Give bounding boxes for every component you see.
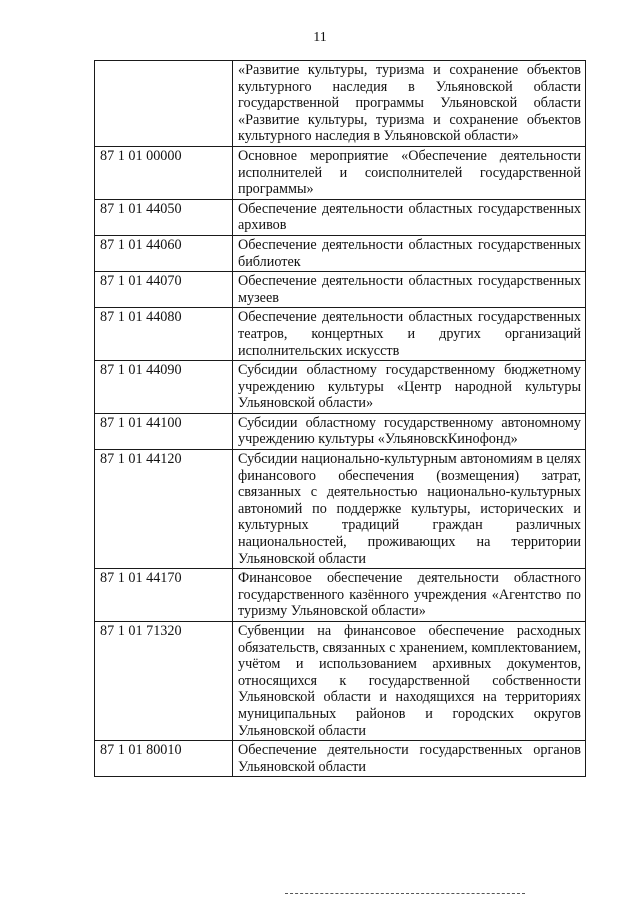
budget-classification-table [94,60,586,777]
row-description: Субсидии областному государственному автономному учреждению культуры «УльяновскКинофонд» [233,413,586,449]
page-number: 11 [313,30,327,45]
row-description: «Развитие культуры, туризма и сохранение объектов культурного наследия в Ульяновской области государственной программы Ульяновской области «Развитие культуры, туризма и сохранение объектов культурного наследия в Ульяновской области» [233,61,586,147]
row-description: Субсидии областному государственному бюджетному учреждению культуры «Центр народной культуры Ульяновской области» [233,361,586,414]
row-code: 87 1 01 44080 [95,308,233,361]
table-row [95,61,586,147]
table-row [95,308,586,361]
row-description: Обеспечение деятельности областных государственных архивов [233,199,586,235]
row-code: 87 1 01 44070 [95,272,233,308]
table-row [95,199,586,235]
table-row [95,741,586,777]
table-row [95,569,586,622]
table-row [95,235,586,271]
footer-divider [285,893,525,894]
row-description: Субвенции на финансовое обеспечение расходных обязательств, связанных с хранением, комплектованием, учётом и использованием архивных документов, относящихся к государственной собственности Ульяновской области и находящихся на территориях муниципальных районов и городских округов Ульяновской области [233,622,586,741]
table-row [95,622,586,741]
row-description: Обеспечение деятельности областных государственных музеев [233,272,586,308]
row-code [95,61,233,147]
row-code: 87 1 01 44120 [95,450,233,569]
row-description: Обеспечение деятельности областных государственных библиотек [233,235,586,271]
row-code: 87 1 01 71320 [95,622,233,741]
table-row [95,450,586,569]
row-description: Обеспечение деятельности областных государственных театров, концертных и других организаций исполнительских искусств [233,308,586,361]
row-code: 87 1 01 44170 [95,569,233,622]
table-row [95,146,586,199]
row-code: 87 1 01 44060 [95,235,233,271]
row-code: 87 1 01 44100 [95,413,233,449]
table-row [95,272,586,308]
table-row [95,361,586,414]
row-code: 87 1 01 00000 [95,146,233,199]
row-description: Основное мероприятие «Обеспечение деятельности исполнителей и соисполнителей государственной программы» [233,146,586,199]
row-description: Финансовое обеспечение деятельности областного государственного казённого учреждения «Агентство по туризму Ульяновской области» [233,569,586,622]
table-row [95,413,586,449]
row-description: Субсидии национально-культурным автономиям в целях финансового обеспечения (возмещения) затрат, связанных с деятельностью национально-культурных автономий по поддержке культуры, исторических и культурных традиций граждан различных национальностей, проживающих на территории Ульяновской области [233,450,586,569]
row-code: 87 1 01 80010 [95,741,233,777]
row-code: 87 1 01 44050 [95,199,233,235]
row-code: 87 1 01 44090 [95,361,233,414]
row-description: Обеспечение деятельности государственных органов Ульяновской области [233,741,586,777]
